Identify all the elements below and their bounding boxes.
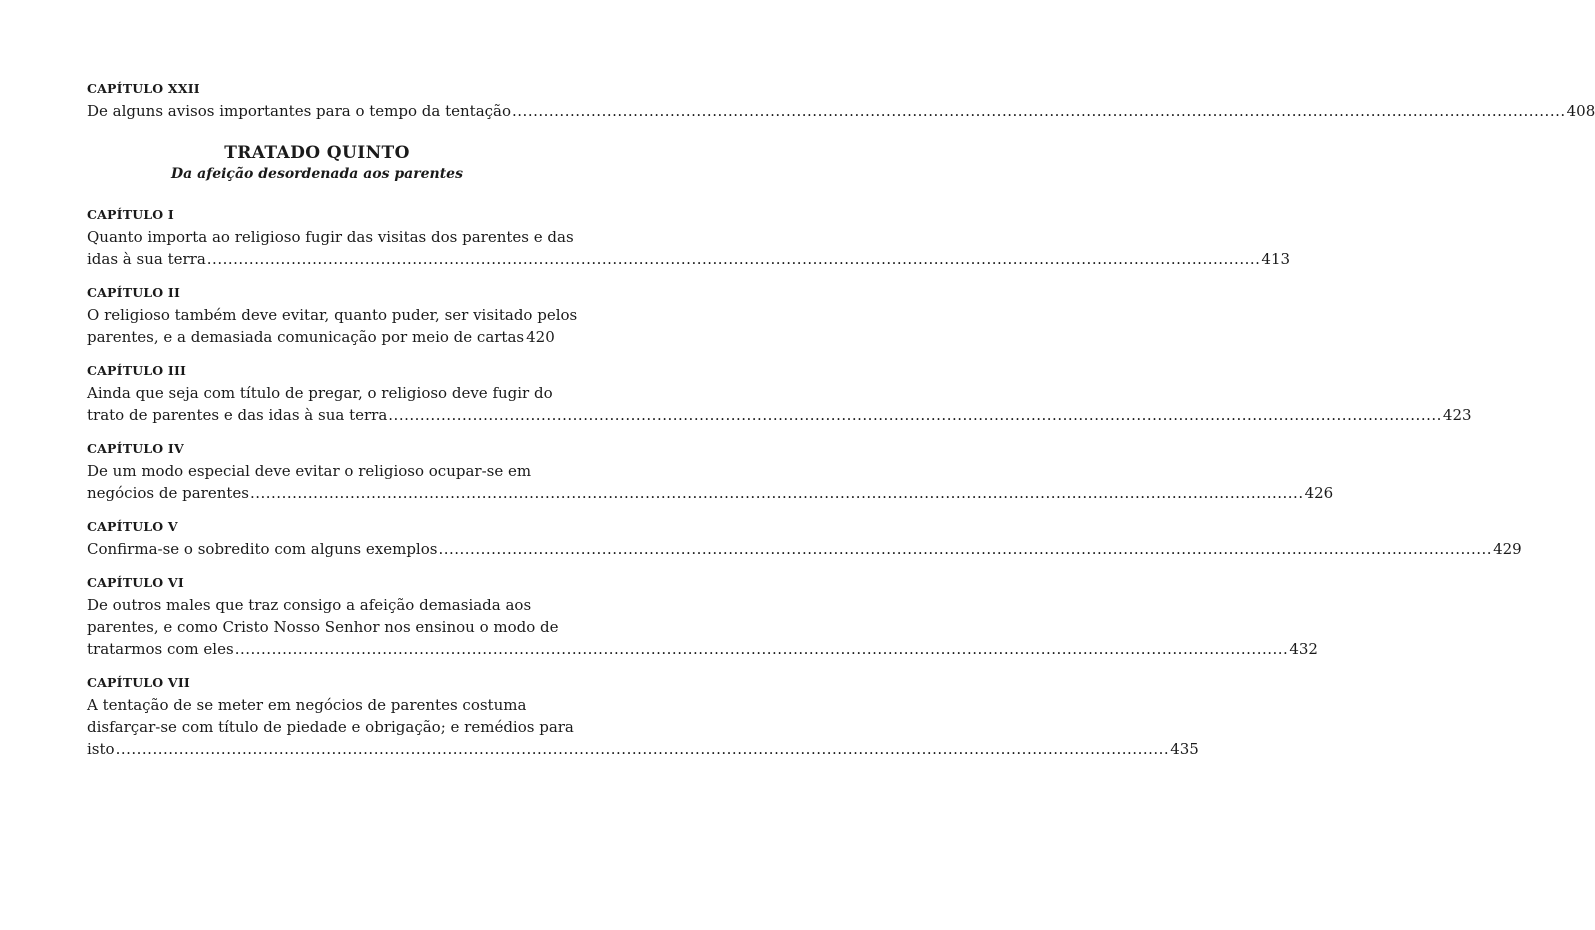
dot-leader: ........................................................................................................................................................................................................ (512, 102, 1566, 120)
toc-entry-title: parentes, e a demasiada comunicação por meio de cartas (87, 328, 525, 346)
toc-entry-title-line: Quanto importa ao religioso fugir das visitas dos parentes e das (87, 228, 574, 246)
section-title: TRATADO QUINTO (224, 143, 410, 163)
toc-entry (87, 674, 1199, 760)
toc-entry-capitulo-xxii (87, 80, 1595, 122)
page-number: 420 (526, 328, 555, 346)
toc-entry-title-line (87, 100, 1595, 122)
toc-entry-title-line (87, 482, 1334, 504)
dot-leader: ........................................................................................................................................................................................................ (438, 540, 1493, 558)
dot-leader: ........................................................................................................................................................................................................ (249, 484, 1304, 502)
chapter-list (87, 206, 1522, 760)
toc-entry-title-line: parentes, e como Cristo Nosso Senhor nos ensinou o modo de (87, 618, 559, 636)
toc-entry-title: tratarmos com eles (87, 640, 234, 658)
toc-entry (87, 362, 1472, 426)
toc-entry (87, 284, 578, 348)
chapter-label: CAPÍTULO III (87, 363, 187, 378)
toc-entry-title-line (87, 404, 1472, 426)
toc-entry-title: trato de parentes e das idas à sua terra (87, 406, 388, 424)
toc-entry-title: negócios de parentes (87, 484, 249, 502)
dot-leader: ........................................................................................................................................................................................................ (388, 406, 1442, 424)
chapter-label: CAPÍTULO I (87, 207, 174, 222)
page-number: 426 (1304, 484, 1334, 502)
toc-entry-title-line (87, 538, 1522, 560)
toc-entry-title: Confirma-se o sobredito com alguns exemplos (87, 540, 438, 558)
dot-leader: ........................................................................................................................................................................................................ (234, 640, 1289, 658)
toc-entry-title-line (87, 738, 1199, 760)
chapter-label: CAPÍTULO VII (87, 675, 190, 690)
page-number: 423 (1442, 406, 1472, 424)
toc-entry (87, 440, 1334, 504)
chapter-label: CAPÍTULO V (87, 519, 178, 534)
toc-entry-title-line (87, 638, 1318, 660)
toc-entry-title-line: disfarçar-se com título de piedade e obrigação; e remédios para (87, 718, 574, 736)
toc-entry (87, 518, 1522, 560)
toc-entry-title-line: Ainda que seja com título de pregar, o religioso deve fugir do (87, 384, 553, 402)
chapter-label: CAPÍTULO II (87, 285, 181, 300)
chapter-label: CAPÍTULO XXII (87, 81, 200, 96)
page-number: 429 (1493, 540, 1522, 558)
section-subtitle: Da afeição desordenada aos parentes (171, 166, 463, 182)
section-heading (87, 142, 547, 184)
toc-entry-title-line: De outros males que traz consigo a afeição demasiada aos (87, 596, 532, 614)
dot-leader: ........................................................................................................................................................................................................ (206, 250, 1261, 268)
chapter-label: CAPÍTULO VI (87, 575, 184, 590)
toc-entry-title: isto (87, 740, 115, 758)
toc-entry-title-line: A tentação de se meter em negócios de parentes costuma (87, 696, 527, 714)
page-number: 432 (1289, 640, 1318, 658)
page-number: 408 (1566, 102, 1595, 120)
table-of-contents (87, 80, 1595, 774)
dot-leader: ........................................................................................................................................................................................................ (115, 740, 1170, 758)
toc-entry (87, 574, 1318, 660)
toc-entry-title-line (87, 248, 1291, 270)
chapter-label: CAPÍTULO IV (87, 441, 184, 456)
toc-entry-title-line (87, 326, 555, 348)
page-number: 413 (1261, 250, 1291, 268)
page-number: 435 (1170, 740, 1199, 758)
toc-entry-title-line: De um modo especial deve evitar o religioso ocupar-se em (87, 462, 532, 480)
toc-entry-title: idas à sua terra (87, 250, 206, 268)
toc-entry-title: De alguns avisos importantes para o tempo da tentação (87, 102, 512, 120)
toc-entry-title-line: O religioso também deve evitar, quanto puder, ser visitado pelos (87, 306, 578, 324)
toc-entry (87, 206, 1291, 270)
